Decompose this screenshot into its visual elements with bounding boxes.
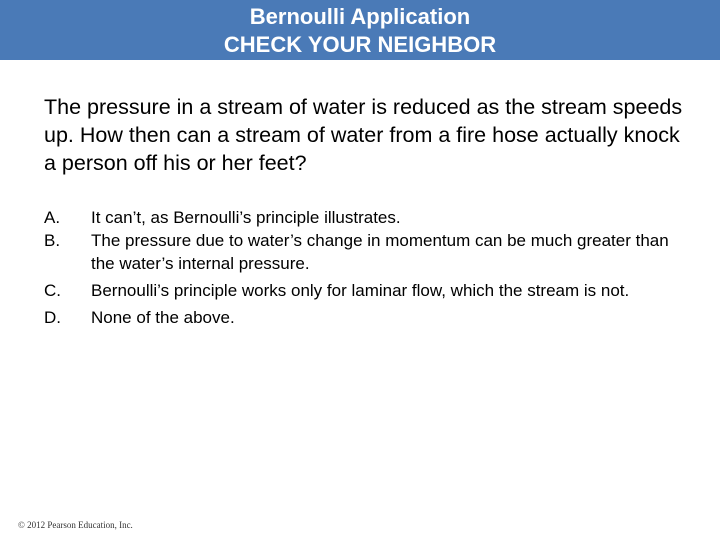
slide-title: Bernoulli Application (249, 4, 471, 29)
choice-c (44, 279, 684, 302)
answer-choices (44, 206, 684, 329)
choice-b-text: The pressure due to water’s change in momentum can be much greater than the water’s internal pressure. (91, 231, 669, 273)
choice-d-letter: D. (44, 308, 61, 327)
choice-b (44, 229, 684, 275)
choice-b-letter: B. (44, 231, 61, 250)
slide-subtitle: CHECK YOUR NEIGHBOR (223, 32, 497, 57)
choice-a (44, 206, 684, 229)
choice-c-text: Bernoulli’s principle works only for laminar flow, which the stream is not. (91, 281, 630, 300)
choice-d-text: None of the above. (91, 308, 235, 327)
slide-header (0, 0, 720, 60)
copyright-footer: © 2012 Pearson Education, Inc. (18, 520, 133, 530)
choice-a-text: It can’t, as Bernoulli’s principle illustrates. (91, 208, 401, 227)
choice-a-letter: A. (44, 208, 61, 227)
question-text: The pressure in a stream of water is reduced as the stream speeds up. How then can a stream of water from a fire hose actually knock a person off his or her feet? (44, 95, 683, 175)
choice-c-letter: C. (44, 281, 61, 300)
choice-d (44, 306, 684, 329)
